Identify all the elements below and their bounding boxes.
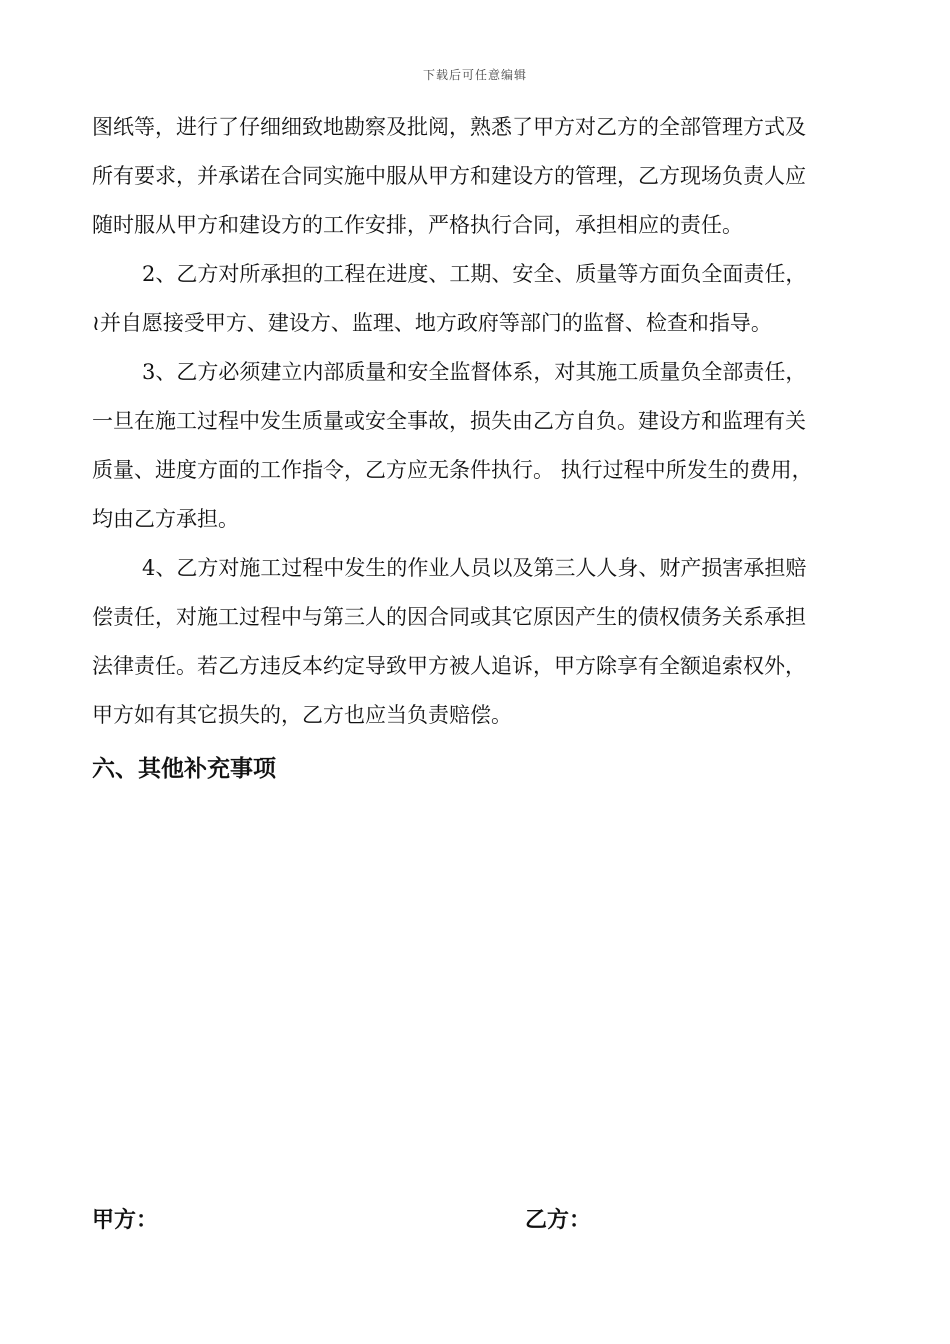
paragraph-line: ≀并自愿接受甲方、建设方、监理、地方政府等部门的监督、检查和指导。 <box>92 311 772 335</box>
page-header: 下载后可任意编辑 <box>422 68 527 82</box>
paragraph-2 <box>92 250 882 348</box>
paragraph-line: 所有要求，并承诺在合同实施中服从甲方和建设方的管理，乙方现场负责人应 <box>92 164 806 188</box>
paragraph-line: 法律责任。若乙方违反本约定导致甲方被人追诉，甲方除享有全额追索权外， <box>92 654 806 678</box>
paragraph-line: 2、乙方对所承担的工程在进度、工期、安全、质量等方面负全面责任， <box>142 262 807 286</box>
paragraph-line: 图纸等，进行了仔细细致地勘察及批阅，熟悉了甲方对乙方的全部管理方式及 <box>92 115 806 139</box>
paragraph-line: 一旦在施工过程中发生质量或安全事故，损失由乙方自负。建设方和监理有关 <box>92 409 806 433</box>
contract-body <box>92 103 882 740</box>
paragraph-4 <box>92 544 882 740</box>
paragraph-line: 均由乙方承担。 <box>92 507 239 531</box>
section-heading: 六、其他补充事项 <box>92 756 276 782</box>
paragraph-line: 质量、进度方面的工作指令，乙方应无条件执行。 执行过程中所发生的费用， <box>92 458 813 482</box>
paragraph-line: 3、乙方必须建立内部质量和安全监督体系，对其施工质量负全部责任， <box>142 360 807 384</box>
party-a-signature-label: 甲方： <box>92 1208 159 1233</box>
paragraph-line: 甲方如有其它损失的，乙方也应当负责赔偿。 <box>92 703 512 727</box>
paragraph-line: 偿责任，对施工过程中与第三人的因合同或其它原因产生的债权债务关系承担 <box>92 605 806 629</box>
paragraph-3 <box>92 348 882 544</box>
paragraph-line: 随时服从甲方和建设方的工作安排，严格执行合同，承担相应的责任。 <box>92 213 743 237</box>
paragraph-1 <box>92 103 882 250</box>
paragraph-line: 4、乙方对施工过程中发生的作业人员以及第三人人身、财产损害承担赔 <box>142 556 807 580</box>
party-b-signature-label: 乙方： <box>525 1208 592 1233</box>
